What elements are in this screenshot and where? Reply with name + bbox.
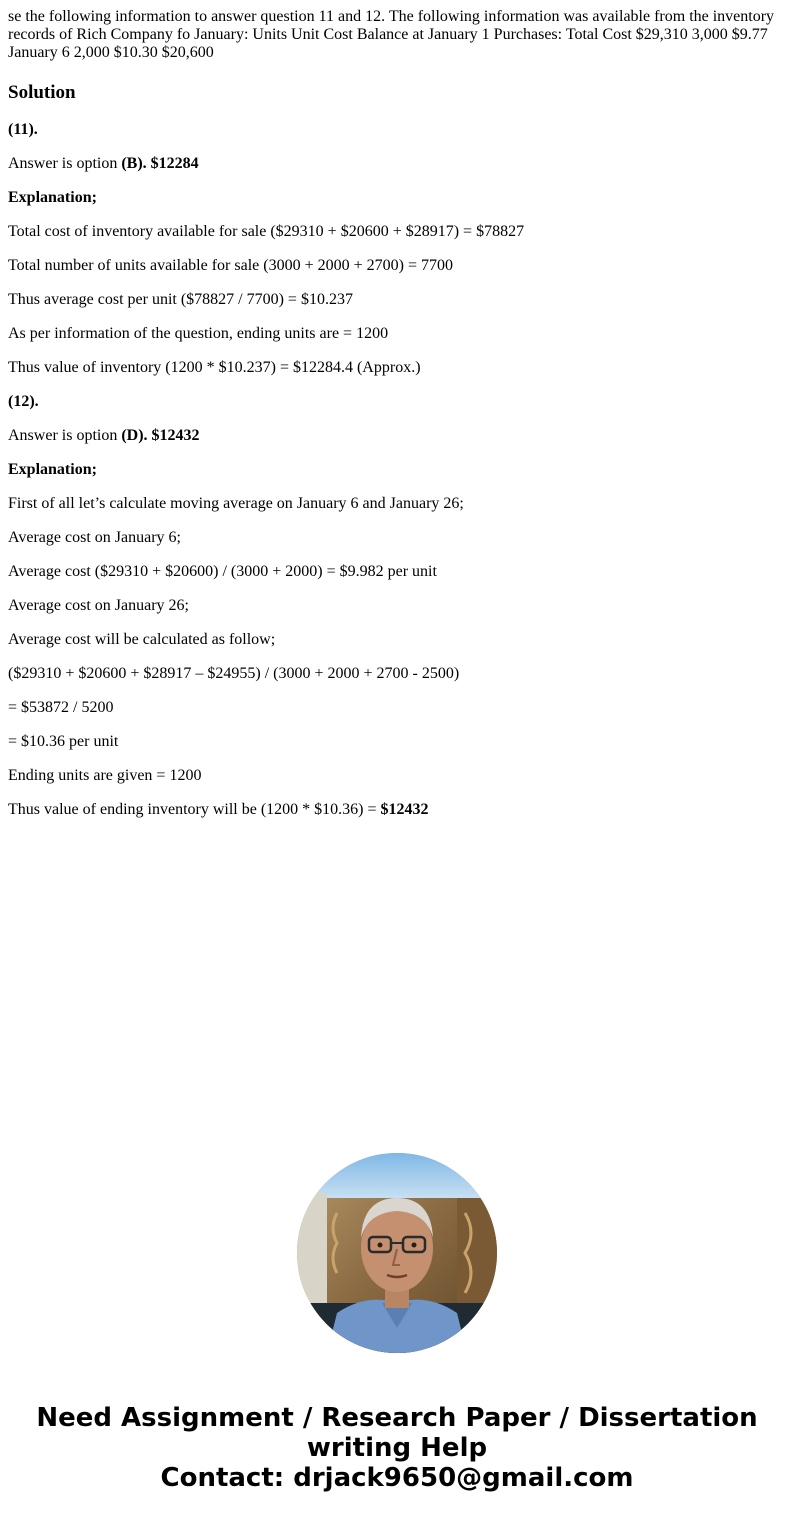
banner-line-2: writing Help [306, 1433, 488, 1463]
contact-banner [0, 1403, 794, 1493]
q12-line: ($29310 + $20600 + $28917 – $24955) / (3000 + 2000 + 2700 - 2500) [8, 665, 460, 682]
q12-line: = $10.36 per unit [8, 733, 119, 750]
author-avatar [297, 1153, 497, 1353]
q11-answer-option: (B). $12284 [121, 155, 199, 172]
q11-answer: Answer is option (B). $12284 [8, 155, 199, 172]
q12-line: First of all let’s calculate moving average on January 6 and January 26; [8, 495, 464, 512]
q12-line: Ending units are given = 1200 [8, 767, 202, 784]
q11-line: Total number of units available for sale (3000 + 2000 + 2700) = 7700 [8, 257, 453, 274]
q12-line: = $53872 / 5200 [8, 699, 114, 716]
question-intro: se the following information to answer question 11 and 12. The following information was available from the inventory records of Rich Company fo January: Units Unit Cost Balance at January 1 Purchases: Total Cost $29,310 3,000 $9.77 January 6 2,000 $10.30 $20,600 [8, 8, 775, 61]
q11-label: (11). [8, 121, 38, 138]
solution-heading: Solution [8, 82, 76, 103]
q12-line: Average cost ($29310 + $20600) / (3000 + 2000) = $9.982 per unit [8, 563, 437, 580]
q12-final-line: Thus value of ending inventory will be (1200 * $10.36) = $12432 [8, 801, 429, 818]
document-body [8, 8, 786, 819]
contact-email[interactable]: Contact: drjack9650@gmail.com [160, 1463, 634, 1493]
q12-line: Average cost on January 26; [8, 597, 189, 614]
q11-line: Thus average cost per unit ($78827 / 7700) = $10.237 [8, 291, 353, 308]
q12-line: Average cost will be calculated as follow; [8, 631, 276, 648]
q11-line: As per information of the question, ending units are = 1200 [8, 325, 389, 342]
q12-explanation-label: Explanation; [8, 461, 97, 478]
q12-line: Average cost on January 6; [8, 529, 181, 546]
q12-label: (12). [8, 393, 39, 410]
q12-final-value: $12432 [380, 801, 429, 818]
q11-explanation-label: Explanation; [8, 189, 97, 206]
q11-line: Total cost of inventory available for sale ($29310 + $20600 + $28917) = $78827 [8, 223, 525, 240]
q12-answer-option: (D). $12432 [121, 427, 200, 444]
banner-line-1: Need Assignment / Research Paper / Dissertation [36, 1403, 758, 1433]
q12-answer: Answer is option (D). $12432 [8, 427, 200, 444]
author-photo-illustration [297, 1153, 497, 1353]
q11-line: Thus value of inventory (1200 * $10.237) = $12284.4 (Approx.) [8, 359, 421, 376]
